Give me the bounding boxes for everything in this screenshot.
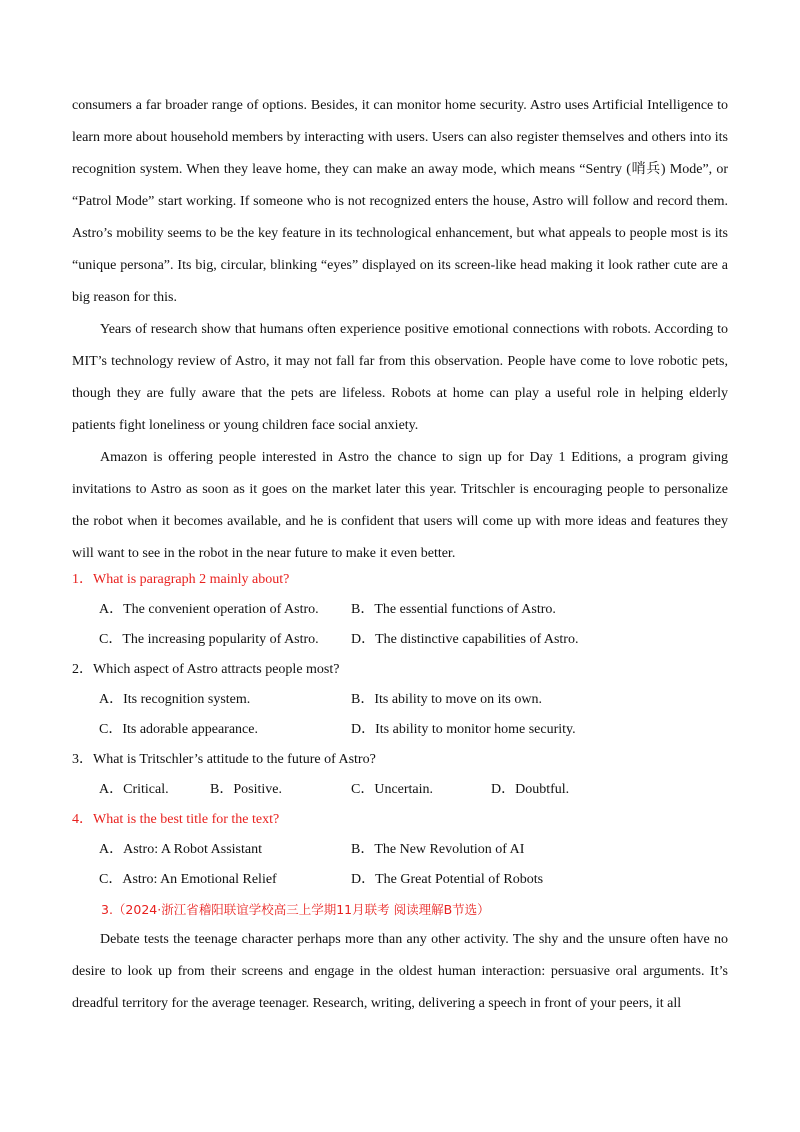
question-3-option-a: A．Critical.	[99, 782, 169, 797]
section-3-passage	[72, 924, 728, 1020]
paragraph-3: Amazon is offering people interested in Astro the chance to sign up for Day 1 Editions, a program giving invitations to Astro as soon as it goes on the market later this year. Tritschler is encouraging people to personalize the robot when it becomes available, and he is confident that users will come up with more ideas and features they will want to see in the robot in the near future to make it even better.	[72, 450, 728, 561]
question-1-option-b: B．The essential functions of Astro.	[351, 602, 556, 617]
paragraph-1: consumers a far broader range of options. Besides, it can monitor home security. Astro uses Artificial Intelligence to learn more about household members by interacting with users. Users can also register themselves and others into its recognition system. When they leave home, they can make an away mode, which means “Sentry (哨兵) Mode”, or “Patrol Mode” start working. If someone who is not recognized enters the house, Astro will follow and record them. Astro’s mobility seems to be the key feature in its technological enhancement, but what appeals to people most is its “unique persona”. Its big, circular, blinking “eyes” displayed on its screen-like head making it look rather cute are a big reason for this.	[72, 98, 728, 305]
question-4-stem: 4．What is the best title for the text?	[72, 812, 280, 827]
paragraph-2: Years of research show that humans often experience positive emotional connections with robots. According to MIT’s technology review of Astro, it may not fall far from this observation. People have come to love robotic pets, though they are fully aware that the pets are lifeless. Robots at home can play a useful role in helping elderly patients fight loneliness or young children face social anxiety.	[72, 322, 728, 433]
question-4-option-b: B．The New Revolution of AI	[351, 842, 525, 857]
question-2-option-b: B．Its ability to move on its own.	[351, 692, 542, 707]
question-3-option-d: D．Doubtful.	[491, 782, 570, 797]
question-3-option-b: B．Positive.	[210, 782, 282, 797]
question-2-option-d: D．Its ability to monitor home security.	[351, 722, 576, 737]
question-2-stem: 2．Which aspect of Astro attracts people most?	[72, 662, 340, 677]
question-4-option-a: A．Astro: A Robot Assistant	[99, 842, 262, 857]
question-4-option-c: C．Astro: An Emotional Relief	[99, 872, 277, 887]
question-3-option-c: C．Uncertain.	[351, 782, 434, 797]
question-1-option-c: C．The increasing popularity of Astro.	[99, 632, 319, 647]
passage	[72, 90, 728, 570]
question-3-stem: 3．What is Tritschler’s attitude to the future of Astro?	[72, 752, 376, 767]
question-1-option-a: A．The convenient operation of Astro.	[99, 602, 319, 617]
question-4-option-d: D．The Great Potential of Robots	[351, 872, 544, 887]
question-2-option-c: C．Its adorable appearance.	[99, 722, 258, 737]
section-3-paragraph-1: Debate tests the teenage character perhaps more than any other activity. The shy and the unsure often have no desire to look up from their screens and engage in the oldest human interaction: persuasive oral arguments. It’s dreadful territory for the average teenager. Research, writing, delivering a speech in front of your peers, it all	[72, 932, 728, 1011]
question-1-stem: 1．What is paragraph 2 mainly about?	[72, 572, 290, 587]
section-3-source: 3.（2024·浙江省稽阳联谊学校高三上学期11月联考 阅读理解B节选）	[101, 902, 490, 917]
question-2-option-a: A．Its recognition system.	[99, 692, 251, 707]
question-1-option-d: D．The distinctive capabilities of Astro.	[351, 632, 579, 647]
